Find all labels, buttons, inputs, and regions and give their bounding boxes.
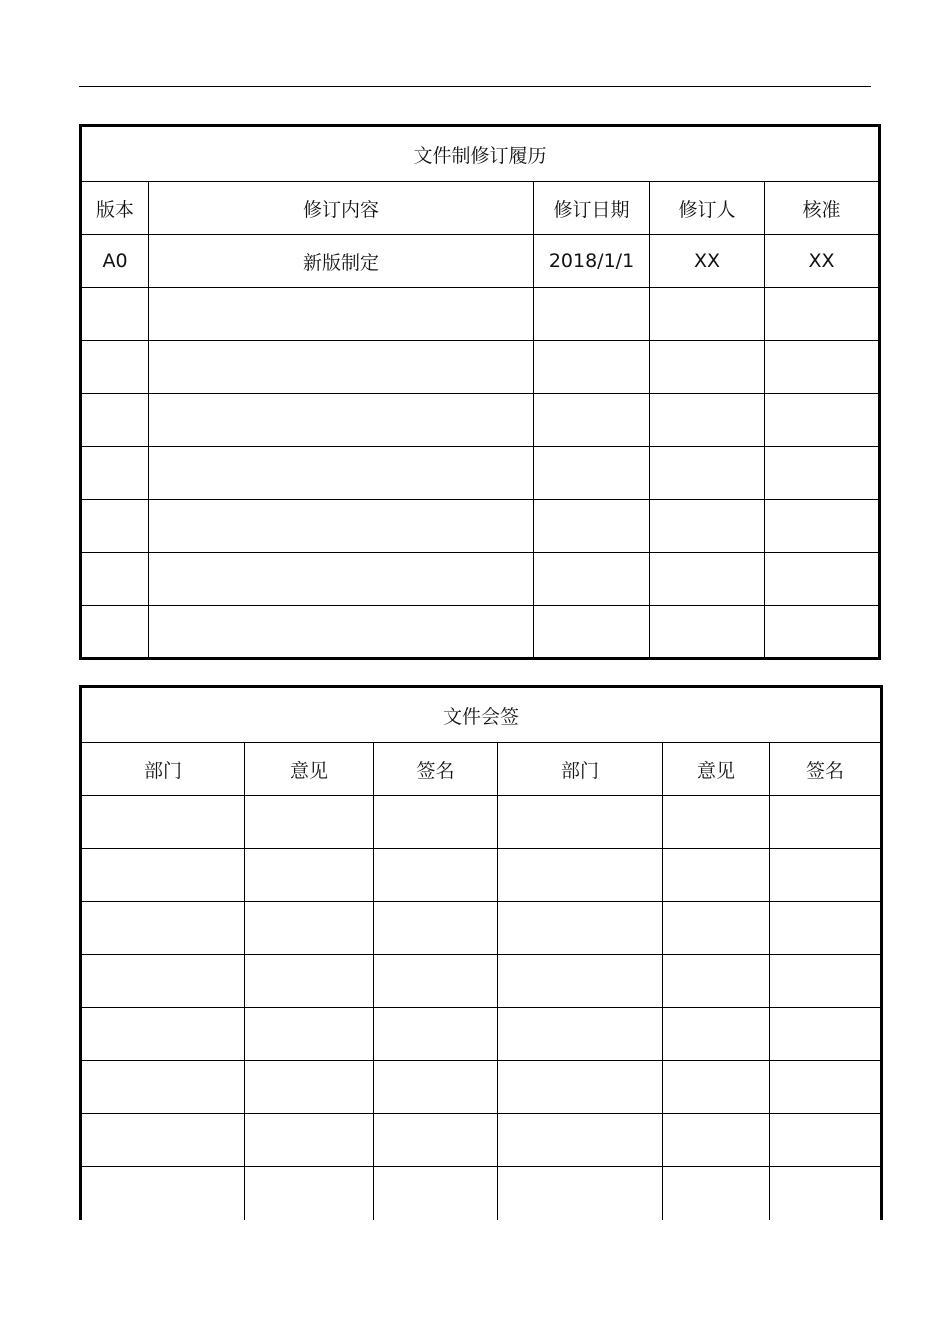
cell-signature [374, 1061, 498, 1114]
cell-opinion [245, 955, 374, 1008]
cell-signature [374, 1008, 498, 1061]
revision-header-row [81, 182, 880, 235]
cell-opinion [245, 1167, 374, 1220]
cell-approver [765, 394, 880, 447]
cell-signature [770, 796, 882, 849]
sign-off-header-row [81, 743, 882, 796]
header-opinion: 意见 [245, 743, 374, 796]
sign-off-table [79, 685, 883, 1220]
cell-opinion [663, 849, 770, 902]
cell-signature [770, 1114, 882, 1167]
table-row [81, 1061, 882, 1114]
cell-date [534, 447, 650, 500]
cell-reviser [650, 288, 765, 341]
cell-date [534, 606, 650, 659]
cell-signature [770, 1061, 882, 1114]
table-row [81, 235, 880, 288]
table-row [81, 849, 882, 902]
cell-signature [770, 955, 882, 1008]
header-signature: 签名 [374, 743, 498, 796]
cell-approver [765, 553, 880, 606]
header-approver: 核准 [765, 182, 880, 235]
cell-version: A0 [81, 235, 149, 288]
cell-content [149, 606, 534, 659]
cell-opinion [663, 796, 770, 849]
cell-signature [374, 1114, 498, 1167]
cell-date [534, 288, 650, 341]
cell-opinion [245, 1008, 374, 1061]
cell-department [498, 1167, 663, 1220]
cell-version [81, 500, 149, 553]
cell-content [149, 447, 534, 500]
cell-signature [374, 796, 498, 849]
cell-department [498, 849, 663, 902]
cell-department [81, 1114, 245, 1167]
cell-version [81, 447, 149, 500]
cell-date [534, 341, 650, 394]
cell-approver [765, 447, 880, 500]
table-row [81, 500, 880, 553]
cell-department [498, 796, 663, 849]
cell-content [149, 341, 534, 394]
cell-signature [770, 902, 882, 955]
revision-history-table [79, 124, 881, 660]
cell-opinion [663, 955, 770, 1008]
cell-approver [765, 606, 880, 659]
cell-reviser [650, 606, 765, 659]
cell-date [534, 500, 650, 553]
table-row [81, 1114, 882, 1167]
cell-opinion [245, 849, 374, 902]
cell-department [81, 1167, 245, 1220]
cell-department [81, 796, 245, 849]
revision-history-title: 文件制修订履历 [81, 126, 880, 182]
cell-opinion [663, 1061, 770, 1114]
table-row [81, 902, 882, 955]
cell-approver [765, 500, 880, 553]
cell-reviser [650, 553, 765, 606]
cell-version [81, 394, 149, 447]
cell-content: 新版制定 [149, 235, 534, 288]
cell-signature [770, 1008, 882, 1061]
cell-department [498, 955, 663, 1008]
cell-signature [374, 955, 498, 1008]
cell-signature [770, 849, 882, 902]
cell-opinion [663, 1008, 770, 1061]
table-row [81, 447, 880, 500]
cell-department [498, 1008, 663, 1061]
table-row [81, 341, 880, 394]
cell-version [81, 341, 149, 394]
cell-department [498, 902, 663, 955]
table-row [81, 394, 880, 447]
table-row [81, 553, 880, 606]
cell-date [534, 553, 650, 606]
cell-opinion [245, 1061, 374, 1114]
sign-off-title: 文件会签 [81, 687, 882, 743]
cell-department [81, 849, 245, 902]
cell-reviser [650, 341, 765, 394]
header-reviser: 修订人 [650, 182, 765, 235]
cell-content [149, 553, 534, 606]
cell-approver: XX [765, 235, 880, 288]
header-signature: 签名 [770, 743, 882, 796]
cell-version [81, 553, 149, 606]
cell-opinion [245, 902, 374, 955]
header-revision-content: 修订内容 [149, 182, 534, 235]
cell-reviser [650, 447, 765, 500]
table-row [81, 1008, 882, 1061]
cell-content [149, 500, 534, 553]
cell-department [498, 1061, 663, 1114]
cell-signature [374, 1167, 498, 1220]
cell-signature [374, 902, 498, 955]
cell-signature [770, 1167, 882, 1220]
table-row [81, 1167, 882, 1220]
cell-reviser [650, 394, 765, 447]
header-rule [79, 86, 871, 87]
header-department: 部门 [81, 743, 245, 796]
cell-reviser: XX [650, 235, 765, 288]
cell-department [81, 902, 245, 955]
cell-department [81, 1061, 245, 1114]
table-row [81, 955, 882, 1008]
cell-reviser [650, 500, 765, 553]
header-version: 版本 [81, 182, 149, 235]
cell-department [498, 1114, 663, 1167]
cell-content [149, 394, 534, 447]
cell-version [81, 606, 149, 659]
table-row [81, 796, 882, 849]
cell-opinion [663, 1114, 770, 1167]
cell-version [81, 288, 149, 341]
header-revision-date: 修订日期 [534, 182, 650, 235]
cell-opinion [245, 1114, 374, 1167]
cell-opinion [245, 796, 374, 849]
cell-date [534, 394, 650, 447]
cell-department [81, 955, 245, 1008]
cell-department [81, 1008, 245, 1061]
header-opinion: 意见 [663, 743, 770, 796]
header-department: 部门 [498, 743, 663, 796]
cell-signature [374, 849, 498, 902]
table-row [81, 288, 880, 341]
cell-approver [765, 341, 880, 394]
cell-opinion [663, 1167, 770, 1220]
cell-date: 2018/1/1 [534, 235, 650, 288]
cell-opinion [663, 902, 770, 955]
cell-content [149, 288, 534, 341]
table-row [81, 606, 880, 659]
cell-approver [765, 288, 880, 341]
